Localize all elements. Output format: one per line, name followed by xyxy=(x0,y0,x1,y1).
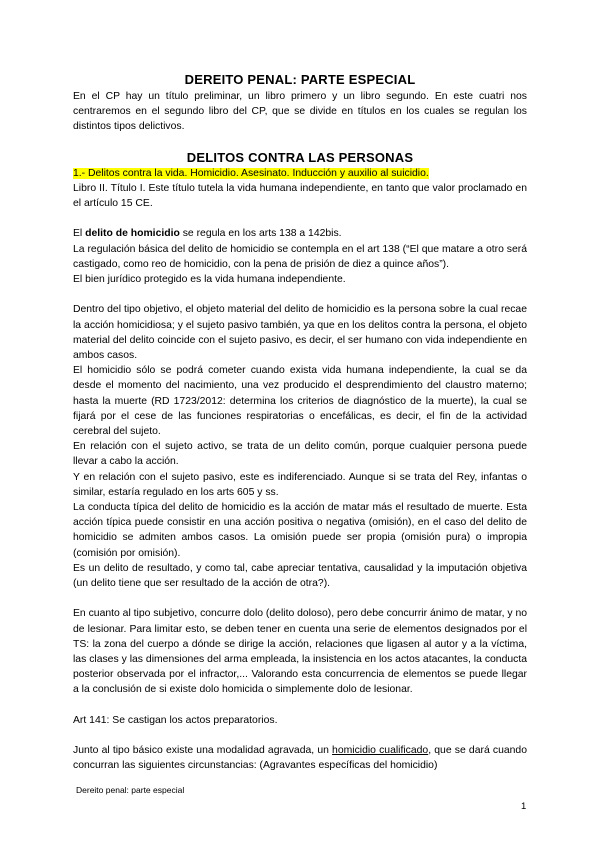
spacer xyxy=(73,211,527,226)
page-number: 1 xyxy=(521,801,527,812)
page-footer: Dereito penal: parte especial xyxy=(76,785,185,795)
paragraph-tipo-subjetivo: En cuanto al tipo subjetivo, concurre dolo (delito doloso), pero debe concurrir ánimo de matar, y no de lesionar. Para limitar esto, se deben tener en cuenta una serie de elementos designados por el TS: la zona del cuerpo a dónde se dirige la acción, relaciones que ligasen al autor y a la víctima, las clases y las dimensiones del arma empleada, la insistencia en los actos atacantes, la conducta posterior observada por el infractor,... Valorando esta concurrencia de elementos se puede llegar a la conclusión de si existe dolo homicida o simplemente dolo de lesionar. xyxy=(73,608,527,696)
paragraph-libro: Libro II. Título I. Este título tutela la vida humana independiente, en tanto que valor proclamado en el artículo 15 CE. xyxy=(73,182,527,210)
section-subheading xyxy=(73,166,527,181)
text-fragment: se regula en los arts 138 a 142bis. xyxy=(179,228,342,240)
text-fragment: Junto al tipo básico existe una modalidad agravada, un xyxy=(73,745,333,757)
paragraph-homicidio-cualificado xyxy=(73,743,527,773)
text-fragment: El xyxy=(73,228,86,240)
spacer xyxy=(73,591,527,606)
spacer xyxy=(73,698,527,713)
text-fragment: , que se dará cuando concurran las siguientes circunstancias: (Agravantes específicas del homicidio) xyxy=(73,745,527,772)
highlighted-subheading: 1.- Delitos contra la vida. Homicidio. Asesinato. Inducción y auxilio al suicidio. xyxy=(73,167,429,179)
underlined-term: homicidio cualificado xyxy=(332,745,429,757)
paragraph-regulacion: La regulación básica del delito de homicidio se contempla en el art 138 (“El que matare a otro será castigado, como reo de homicidio, con la pena de prisión de diez a quince años”). xyxy=(73,243,527,270)
spacer xyxy=(73,287,527,302)
spacer xyxy=(73,728,527,743)
paragraph-delito-resultado: Es un delito de resultado, y como tal, cabe apreciar tentativa, causalidad y la imputación objetiva (un delito tiene que ser resultado de la acción de otra?). xyxy=(73,562,527,590)
document-title: DEREITO PENAL: PARTE ESPECIAL xyxy=(184,72,416,87)
paragraph-bien-juridico: El bien jurídico protegido es la vida humana independiente. xyxy=(73,274,346,286)
paragraph-delito-homicidio xyxy=(73,226,527,241)
paragraph-conducta-tipica: La conducta típica del delito de homicidio es la acción de matar más el resultado de muerte. Esta acción típica puede consistir en una acción positiva o negativa (omisión), en el caso del delito de homicidio se admiten ambos casos. La omisión puede ser propia (omisión pura) o impropia (comisión por omisión). xyxy=(73,502,527,559)
document-body xyxy=(73,72,527,774)
paragraph-vida-independiente: El homicidio sólo se podrá cometer cuando exista vida humana independiente, la cual se da desde el momento del nacimiento, una vez producido el desprendimiento del claustro materno; hasta la muerte (RD 1723/2012: determina los criterios de diagnóstico de la muerte), la cual se fijará por el cese de las funciones respiratorias o encefálicas, es decir, el fin de la actividad cerebral del sujeto. xyxy=(73,365,527,438)
paragraph-sujeto-pasivo: Y en relación con el sujeto pasivo, este es indiferenciado. Aunque si se trata del Rey, infantas o similar, estaría regulado en los arts 605 y ss. xyxy=(73,471,527,498)
paragraph-sujeto-activo: En relación con el sujeto activo, se trata de un delito común, porque cualquier persona puede llevar a cabo la acción. xyxy=(73,441,527,468)
bold-term: delito de homicidio xyxy=(85,228,180,240)
intro-paragraph: En el CP hay un título preliminar, un libro primero y un libro segundo. En este cuatri nos centraremos en el segundo libro del CP, que se divide en títulos en los cuales se regulan los distintos tipos delictivos. xyxy=(73,91,527,133)
paragraph-tipo-objetivo: Dentro del tipo objetivo, el objeto material del delito de homicidio es la persona sobre la cual recae la acción homicidiosa; y el sujeto pasivo también, ya que en los delitos contra la persona, el objeto material del delito coincide con el sujeto pasivo, es decir, el ser humano con vida independiente en ambos casos. xyxy=(73,304,528,362)
section-title: DELITOS CONTRA LAS PERSONAS xyxy=(186,149,414,165)
paragraph-art-141: Art 141: Se castigan los actos preparatorios. xyxy=(73,714,278,726)
